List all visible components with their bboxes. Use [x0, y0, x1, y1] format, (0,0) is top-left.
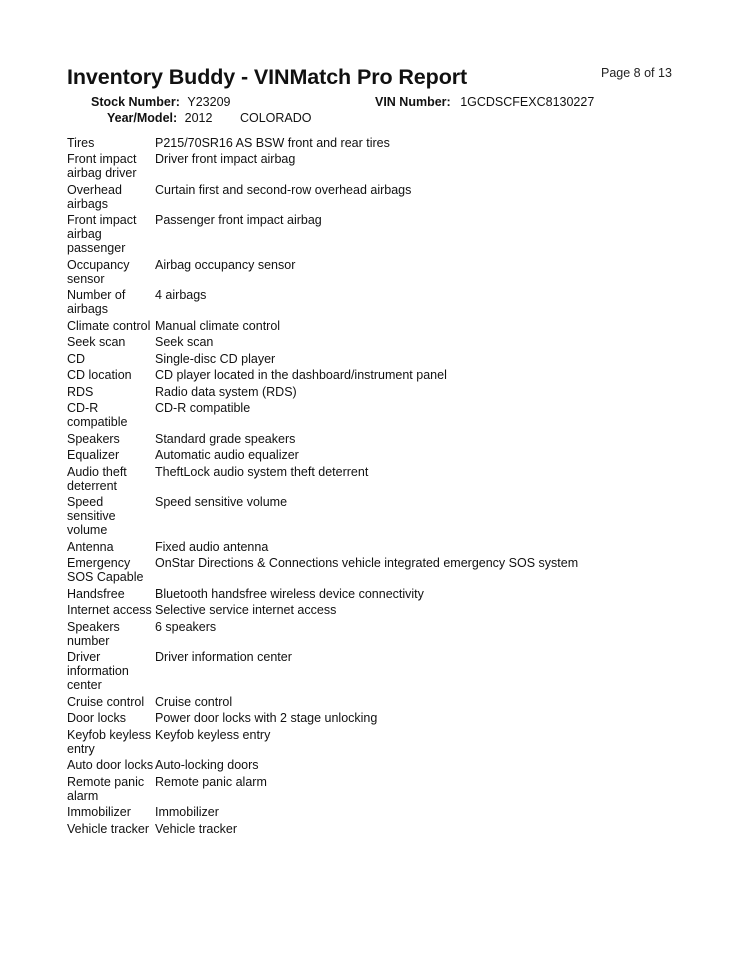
page-indicator: Page 8 of 13	[601, 66, 672, 80]
spec-row	[67, 316, 667, 333]
spec-label: Driver information center	[67, 650, 129, 692]
spec-value: Airbag occupancy sensor	[155, 257, 296, 272]
spec-label: Internet access	[67, 603, 152, 617]
spec-label: CD-R compatible	[67, 401, 128, 429]
spec-value: Manual climate control	[155, 318, 281, 333]
spec-value: Auto-locking doors	[155, 758, 259, 772]
spec-value: Single-disc CD player	[155, 351, 276, 366]
spec-value: Cruise control	[155, 694, 233, 709]
spec-value: Speed sensitive volume	[155, 495, 288, 509]
spec-label: Front impact airbag driver	[67, 152, 137, 180]
report-title: Inventory Buddy - VINMatch Pro Report	[67, 65, 468, 89]
vin-value: 1GCDSCFEXC8130227	[460, 95, 595, 109]
spec-row	[67, 462, 667, 493]
spec-value: Remote panic alarm	[155, 774, 267, 789]
stock-number-label: Stock Number:	[91, 95, 180, 109]
spec-value: Curtain first and second-row overhead airbags	[155, 182, 412, 197]
spec-value: Selective service internet access	[155, 603, 337, 617]
spec-label: Climate control	[67, 318, 151, 333]
spec-row	[67, 648, 667, 693]
spec-row	[67, 601, 667, 618]
spec-row	[67, 692, 667, 709]
spec-label: Audio theft deterrent	[67, 464, 127, 493]
spec-row	[67, 554, 667, 585]
spec-table	[67, 133, 667, 836]
spec-label: Door locks	[67, 711, 127, 725]
spec-value: OnStar Directions & Connections vehicle integrated emergency SOS system	[155, 556, 579, 570]
model-value: COLORADO	[239, 111, 312, 125]
spec-row	[67, 150, 667, 181]
spec-value: Bluetooth handsfree wireless device connectivity	[155, 586, 424, 601]
spec-label: Seek scan	[67, 335, 126, 349]
spec-row	[67, 756, 667, 773]
spec-label: Vehicle tracker	[67, 821, 149, 836]
spec-value: Keyfob keyless entry	[155, 727, 271, 742]
spec-row	[67, 255, 667, 286]
spec-label: Overhead airbags	[67, 182, 122, 211]
spec-label: CD location	[67, 368, 132, 382]
spec-value: Driver front impact airbag	[155, 152, 296, 166]
spec-label: Remote panic alarm	[67, 774, 145, 803]
spec-label: Emergency SOS Capable	[67, 556, 144, 584]
spec-value: Driver information center	[155, 650, 292, 664]
spec-value: Passenger front impact airbag	[155, 213, 322, 227]
spec-label: Handsfree	[67, 586, 125, 601]
spec-row	[67, 133, 667, 150]
spec-row	[67, 584, 667, 601]
spec-row	[67, 349, 667, 366]
spec-value: CD-R compatible	[155, 401, 251, 415]
spec-row	[67, 429, 667, 446]
spec-label: Cruise control	[67, 694, 145, 709]
spec-label: Front impact airbag passenger	[67, 213, 137, 255]
year-model-label: Year/Model:	[107, 111, 178, 125]
year-value: 2012	[184, 111, 213, 125]
spec-row	[67, 493, 667, 538]
spec-label: Auto door locks	[67, 758, 154, 772]
spec-row	[67, 382, 667, 399]
vin-label: VIN Number:	[375, 95, 451, 109]
spec-row	[67, 211, 667, 256]
spec-value: Standard grade speakers	[155, 431, 296, 446]
spec-value: Automatic audio equalizer	[155, 448, 299, 462]
spec-label: Antenna	[67, 539, 114, 554]
spec-label: CD	[67, 351, 86, 366]
spec-row	[67, 819, 667, 836]
spec-row	[67, 399, 667, 430]
spec-value: 6 speakers	[155, 619, 217, 634]
spec-label: Keyfob keyless entry	[67, 727, 152, 756]
spec-label: Speakers number	[67, 619, 120, 648]
spec-row	[67, 772, 667, 803]
spec-label: Number of airbags	[67, 288, 126, 316]
spec-label: Equalizer	[67, 448, 120, 462]
spec-label: Speed sensitive volume	[67, 495, 116, 537]
spec-label: RDS	[67, 384, 94, 399]
spec-row	[67, 725, 667, 756]
spec-row	[67, 366, 667, 383]
spec-row	[67, 333, 667, 350]
spec-label: Tires	[67, 135, 95, 150]
spec-value: Seek scan	[155, 335, 214, 349]
spec-row	[67, 617, 667, 648]
spec-row	[67, 803, 667, 820]
spec-value: CD player located in the dashboard/instrument panel	[155, 368, 447, 382]
spec-value: Power door locks with 2 stage unlocking	[155, 711, 378, 725]
stock-number-field	[91, 95, 231, 109]
spec-row	[67, 286, 667, 317]
spec-row	[67, 180, 667, 211]
spec-value: 4 airbags	[155, 288, 207, 302]
spec-value: Radio data system (RDS)	[155, 384, 297, 399]
spec-value: TheftLock audio system theft deterrent	[155, 464, 369, 479]
spec-label: Immobilizer	[67, 805, 131, 819]
spec-label: Occupancy sensor	[67, 257, 130, 286]
vin-field	[375, 95, 594, 109]
spec-value: P215/70SR16 AS BSW front and rear tires	[155, 135, 390, 150]
spec-value: Vehicle tracker	[155, 821, 237, 836]
spec-row	[67, 446, 667, 463]
spec-value: Immobilizer	[155, 805, 219, 819]
spec-row	[67, 537, 667, 554]
spec-value: Fixed audio antenna	[155, 539, 269, 554]
spec-label: Speakers	[67, 431, 120, 446]
year-model-field	[107, 111, 312, 125]
stock-number-value: Y23209	[187, 95, 231, 109]
spec-row	[67, 709, 667, 726]
